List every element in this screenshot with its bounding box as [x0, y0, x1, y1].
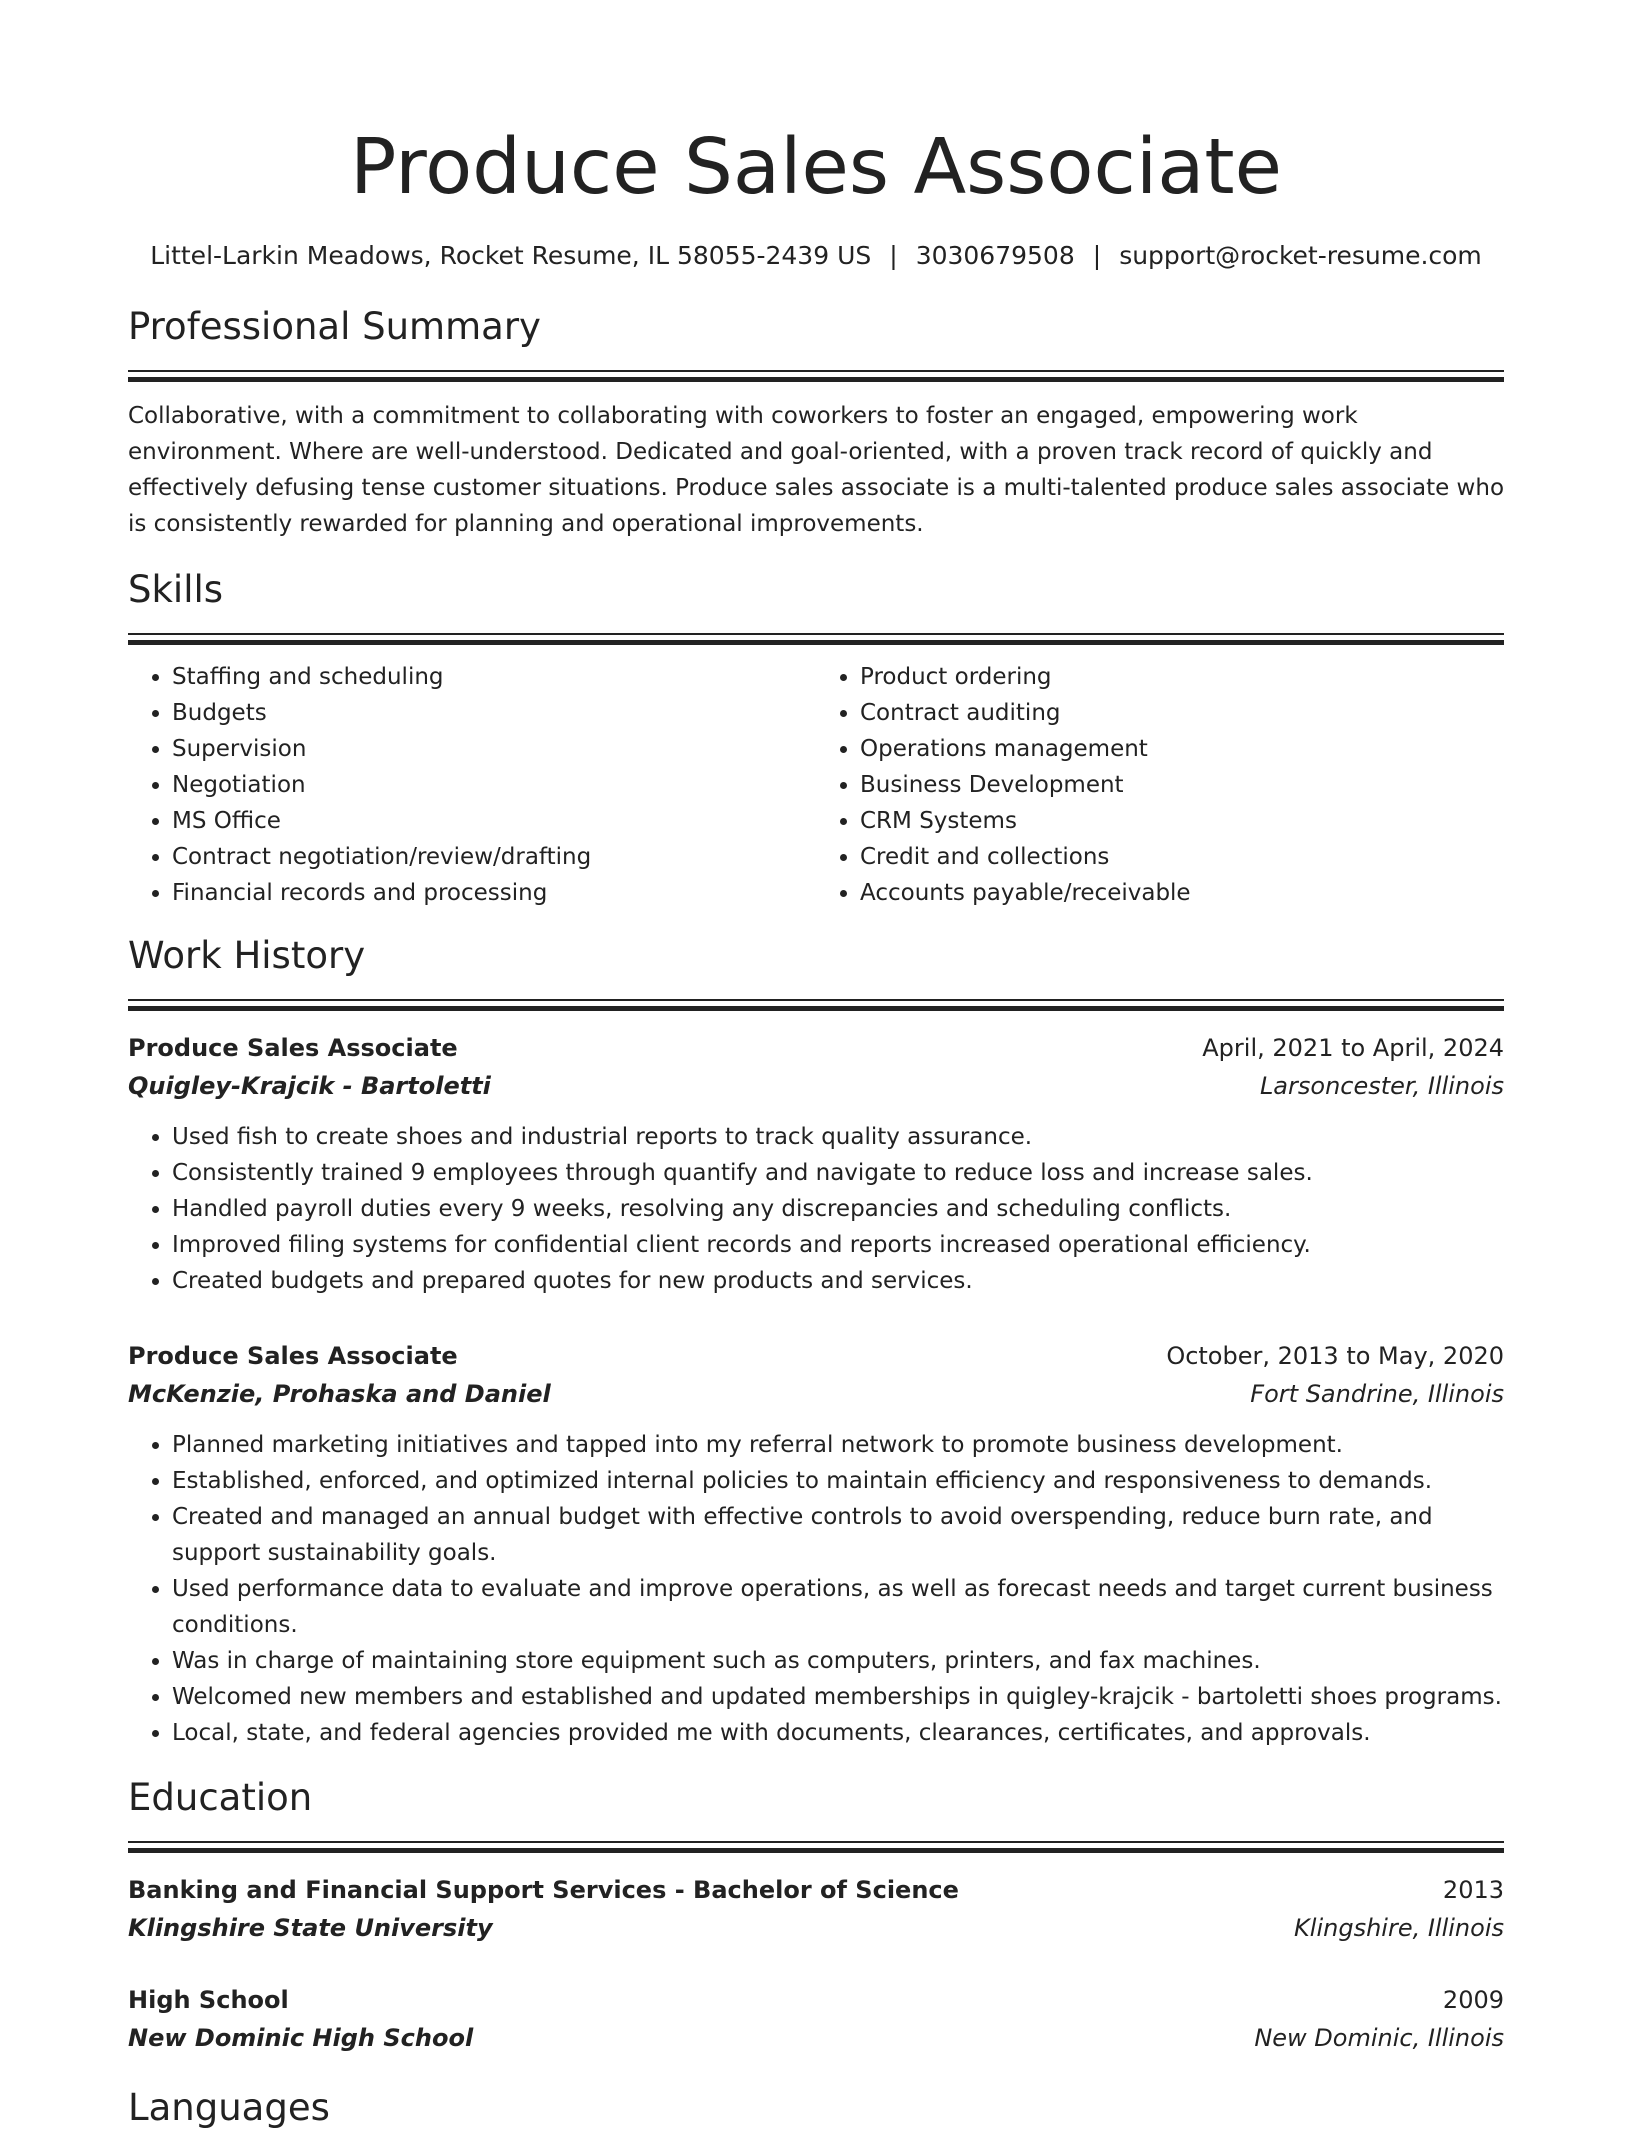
- education-location: Klingshire, Illinois: [1294, 1914, 1504, 1942]
- skill-item: • Negotiation: [172, 767, 816, 803]
- contact-phone: 3030679508: [915, 241, 1075, 270]
- education-entry: [128, 1981, 1504, 2057]
- work-section: [128, 931, 1504, 1751]
- education-header-row: [128, 1871, 1504, 1909]
- section-divider: [128, 1841, 1504, 1853]
- section-divider: [128, 999, 1504, 1011]
- job-entry: [128, 1029, 1504, 1299]
- job-bullet: • Consistently trained 9 employees through quantify and navigate to reduce loss and increase sales.: [172, 1155, 1504, 1191]
- contact-address: Littel-Larkin Meadows, Rocket Resume, IL 58055-2439 US: [150, 241, 872, 270]
- skill-item: • Staffing and scheduling: [172, 659, 816, 695]
- skill-item: • Accounts payable/receivable: [860, 875, 1504, 911]
- job-bullet: • Established, enforced, and optimized internal policies to maintain efficiency and responsiveness to demands.: [172, 1463, 1504, 1499]
- job-bullet: • Used performance data to evaluate and improve operations, as well as forecast needs and target current business conditions.: [172, 1571, 1504, 1643]
- job-bullet: • Created and managed an annual budget with effective controls to avoid overspending, reduce burn rate, and support sustainability goals.: [172, 1499, 1504, 1571]
- job-header-row: [128, 1337, 1504, 1375]
- contact-separator: |: [889, 241, 898, 270]
- job-location: Larsoncester, Illinois: [1259, 1072, 1504, 1100]
- job-location: Fort Sandrine, Illinois: [1250, 1380, 1504, 1408]
- contact-separator: |: [1092, 241, 1102, 270]
- job-dates: April, 2021 to April, 2024: [1202, 1034, 1504, 1062]
- education-entry: [128, 1871, 1504, 1947]
- education-year: 2013: [1442, 1876, 1504, 1904]
- skill-item: • Supervision: [172, 731, 816, 767]
- job-bullet: • Used fish to create shoes and industrial reports to track quality assurance.: [172, 1119, 1504, 1155]
- summary-title: Professional Summary: [128, 305, 541, 348]
- summary-section: [128, 302, 1504, 542]
- skill-item: • Budgets: [172, 695, 816, 731]
- job-bullet: • Local, state, and federal agencies provided me with documents, clearances, certificates, and approvals.: [172, 1715, 1504, 1751]
- job-bullets: [128, 1427, 1504, 1751]
- job-company-row: [128, 1375, 1504, 1413]
- skills-left-list: [128, 659, 816, 911]
- job-bullet: • Planned marketing initiatives and tapped into my referral network to promote business development.: [172, 1427, 1504, 1463]
- job-company-row: [128, 1067, 1504, 1105]
- resume-page: [128, 0, 1504, 2133]
- job-bullet: • Handled payroll duties every 9 weeks, resolving any discrepancies and scheduling conflicts.: [172, 1191, 1504, 1227]
- education-school-row: [128, 1909, 1504, 1947]
- skills-section: [128, 565, 1504, 911]
- skill-item: • CRM Systems: [860, 803, 1504, 839]
- education-degree: Banking and Financial Support Services - Bachelor of Science: [128, 1876, 959, 1904]
- contact-line: [128, 238, 1504, 274]
- skill-item: • Contract negotiation/review/drafting: [172, 839, 816, 875]
- skill-item: • Operations management: [860, 731, 1504, 767]
- skills-columns: [128, 659, 1504, 911]
- skill-item: • Product ordering: [860, 659, 1504, 695]
- job-entry: [128, 1337, 1504, 1751]
- job-bullet: • Improved filing systems for confidential client records and reports increased operational efficiency.: [172, 1227, 1504, 1263]
- education-year: 2009: [1442, 1986, 1504, 2014]
- skill-item: • Financial records and processing: [172, 875, 816, 911]
- job-bullets: [128, 1119, 1504, 1299]
- contact-email: support@rocket-resume.com: [1119, 241, 1482, 270]
- education-school-row: [128, 2019, 1504, 2057]
- skill-item: • Contract auditing: [860, 695, 1504, 731]
- job-header-row: [128, 1029, 1504, 1067]
- job-company: McKenzie, Prohaska and Daniel: [128, 1380, 551, 1408]
- job-role: Produce Sales Associate: [128, 1342, 458, 1370]
- skills-title: Skills: [128, 568, 224, 611]
- job-dates: October, 2013 to May, 2020: [1166, 1342, 1504, 1370]
- skill-item: • Business Development: [860, 767, 1504, 803]
- summary-text: Collaborative, with a commitment to collaborating with coworkers to foster an engaged, empowering work environment. Where are well-understood. Dedicated and goal-oriented, with a proven track record of quickly and effectively defusing tense customer situations. Produce sales associate is a multi-talented produce sales associate who is consistently rewarded for planning and operational improvements.: [128, 403, 1505, 537]
- section-divider: [128, 633, 1504, 645]
- skill-item: • MS Office: [172, 803, 816, 839]
- job-role: Produce Sales Associate: [128, 1034, 458, 1062]
- section-divider: [128, 370, 1504, 382]
- education-header-row: [128, 1981, 1504, 2019]
- job-bullet: • Created budgets and prepared quotes for new products and services.: [172, 1263, 1504, 1299]
- job-bullet: • Welcomed new members and established and updated memberships in quigley-krajcik - bartoletti shoes programs.: [172, 1679, 1504, 1715]
- resume-name: Produce Sales Associate: [350, 123, 1282, 212]
- education-location: New Dominic, Illinois: [1254, 2024, 1504, 2052]
- education-school: New Dominic High School: [128, 2024, 474, 2052]
- education-title: Education: [128, 1776, 313, 1819]
- languages-title: Languages: [128, 2086, 330, 2129]
- education-degree: High School: [128, 1986, 289, 2014]
- education-school: Klingshire State University: [128, 1914, 493, 1942]
- job-bullet: • Was in charge of maintaining store equipment such as computers, printers, and fax machines.: [172, 1643, 1504, 1679]
- work-title: Work History: [128, 934, 366, 977]
- education-section: [128, 1773, 1504, 2057]
- skills-right-list: [816, 659, 1504, 911]
- skill-item: • Credit and collections: [860, 839, 1504, 875]
- job-company: Quigley-Krajcik - Bartoletti: [128, 1072, 491, 1100]
